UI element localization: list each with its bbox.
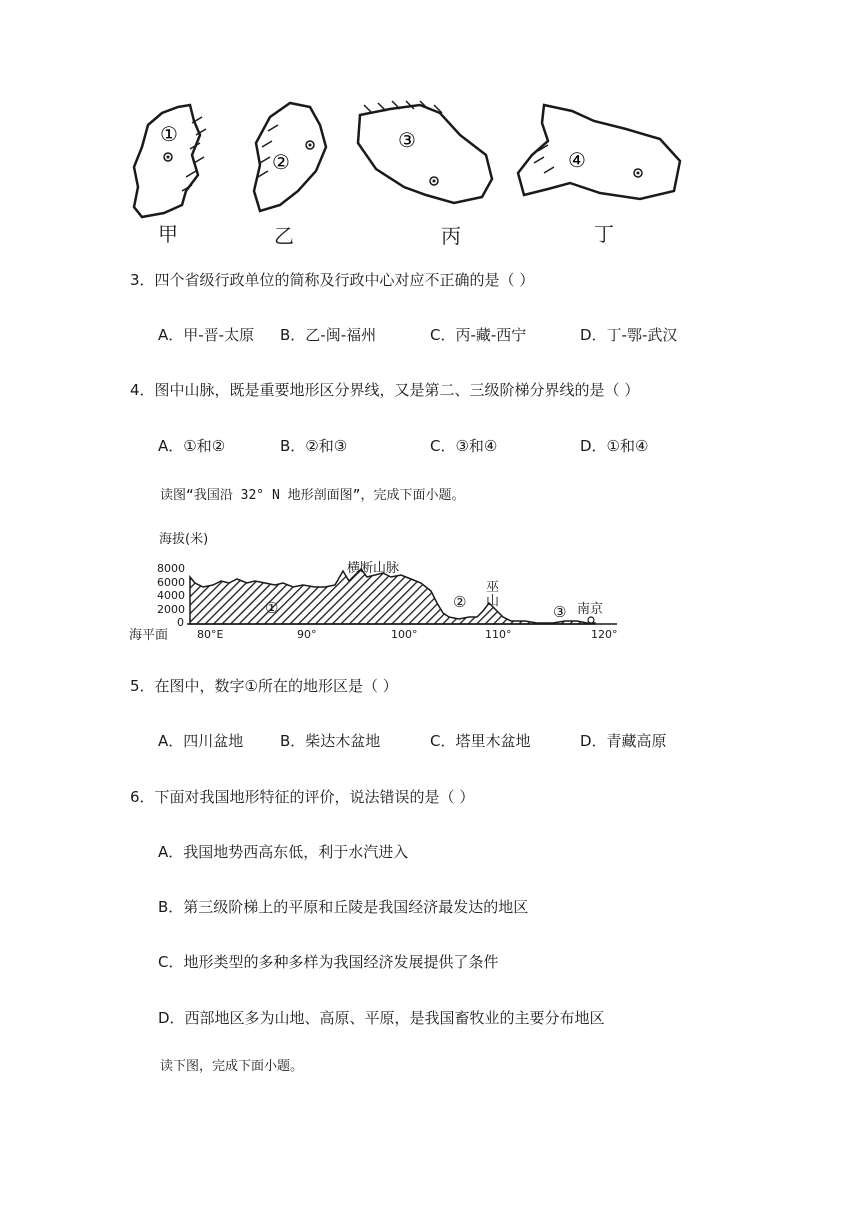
- map-label-yi: 乙: [274, 224, 294, 248]
- marker-3: ③: [553, 603, 567, 621]
- question-3-option-d[interactable]: D．丁-鄂-武汉: [580, 326, 678, 344]
- question-4-option-a[interactable]: A．①和②: [158, 437, 226, 455]
- question-3-option-b[interactable]: B．乙-闽-福州: [280, 326, 377, 344]
- map-number: ②: [272, 150, 290, 174]
- question-5-option-b[interactable]: B．柴达木盆地: [280, 732, 381, 750]
- marker-2: ②: [453, 593, 467, 611]
- map-ding: [518, 105, 680, 199]
- question-4-option-c[interactable]: C．③和④: [430, 437, 498, 455]
- question-4-option-d[interactable]: D．①和④: [580, 437, 649, 455]
- intro-next: 读下图，完成下面小题。: [160, 1059, 304, 1074]
- question-6-option-d[interactable]: D．西部地区多为山地、高原、平原，是我国畜牧业的主要分布地区: [158, 1009, 605, 1027]
- intro-profile: 读图“我国沿 32° N 地形剖面图”，完成下面小题。: [160, 488, 465, 503]
- question-3-option-c[interactable]: C．丙-藏-西宁: [430, 326, 527, 344]
- label-sea-level: 海平面: [129, 628, 169, 643]
- terrain-area: [190, 569, 595, 624]
- label-wu-2: 山: [486, 594, 500, 609]
- question-5-stem: 5．在图中，数字①所在的地形区是（ ）: [130, 677, 398, 695]
- question-4-stem: 4．图中山脉，既是重要地形区分界线，又是第二、三级阶梯分界线的是（ ）: [130, 381, 640, 399]
- x-tick-120: 120°: [591, 628, 618, 641]
- y-tick-6000: 6000: [157, 576, 185, 589]
- map-label-ding: 丁: [594, 222, 614, 246]
- map-number: ①: [160, 122, 178, 146]
- map-bing: [358, 101, 492, 203]
- question-3-stem: 3．四个省级行政单位的简称及行政中心对应不正确的是（ ）: [130, 271, 535, 289]
- question-6-option-b[interactable]: B．第三级阶梯上的平原和丘陵是我国经济最发达的地区: [158, 898, 529, 916]
- map-label-jia: 甲: [158, 222, 178, 246]
- label-wu-1: 巫: [486, 580, 500, 595]
- question-6-option-c[interactable]: C．地形类型的多种多样为我国经济发展提供了条件: [158, 953, 499, 971]
- terrain-profile: [125, 525, 625, 650]
- x-tick-80: 80°E: [197, 628, 224, 641]
- question-6-option-a[interactable]: A．我国地势西高东低，利于水汽进入: [158, 843, 409, 861]
- question-3-option-a[interactable]: A．甲-晋-太原: [158, 326, 255, 344]
- y-tick-0: 0: [177, 616, 184, 629]
- map-yi: [254, 103, 326, 211]
- label-hengduan: 横断山脉: [347, 561, 400, 576]
- nanjing-marker: [588, 617, 594, 623]
- y-tick-8000: 8000: [157, 562, 185, 575]
- map-label-bing: 丙: [441, 224, 461, 248]
- question-5-option-a[interactable]: A．四川盆地: [158, 732, 244, 750]
- x-tick-90: 90°: [297, 628, 317, 641]
- question-5-option-d[interactable]: D．青藏高原: [580, 732, 667, 750]
- map-jia: [134, 105, 206, 217]
- question-6-stem: 6．下面对我国地形特征的评价，说法错误的是（ ）: [130, 788, 475, 806]
- marker-1: ①: [265, 599, 279, 617]
- y-tick-4000: 4000: [157, 589, 185, 602]
- map-number: ③: [398, 128, 416, 152]
- profile-ylabel: 海拔(米): [159, 532, 209, 547]
- y-tick-2000: 2000: [157, 603, 185, 616]
- question-4-option-b[interactable]: B．②和③: [280, 437, 348, 455]
- map-number: ④: [568, 148, 586, 172]
- x-tick-100: 100°: [391, 628, 418, 641]
- label-nanjing: 南京: [577, 602, 604, 617]
- x-tick-110: 110°: [485, 628, 512, 641]
- question-5-option-c[interactable]: C．塔里木盆地: [430, 732, 531, 750]
